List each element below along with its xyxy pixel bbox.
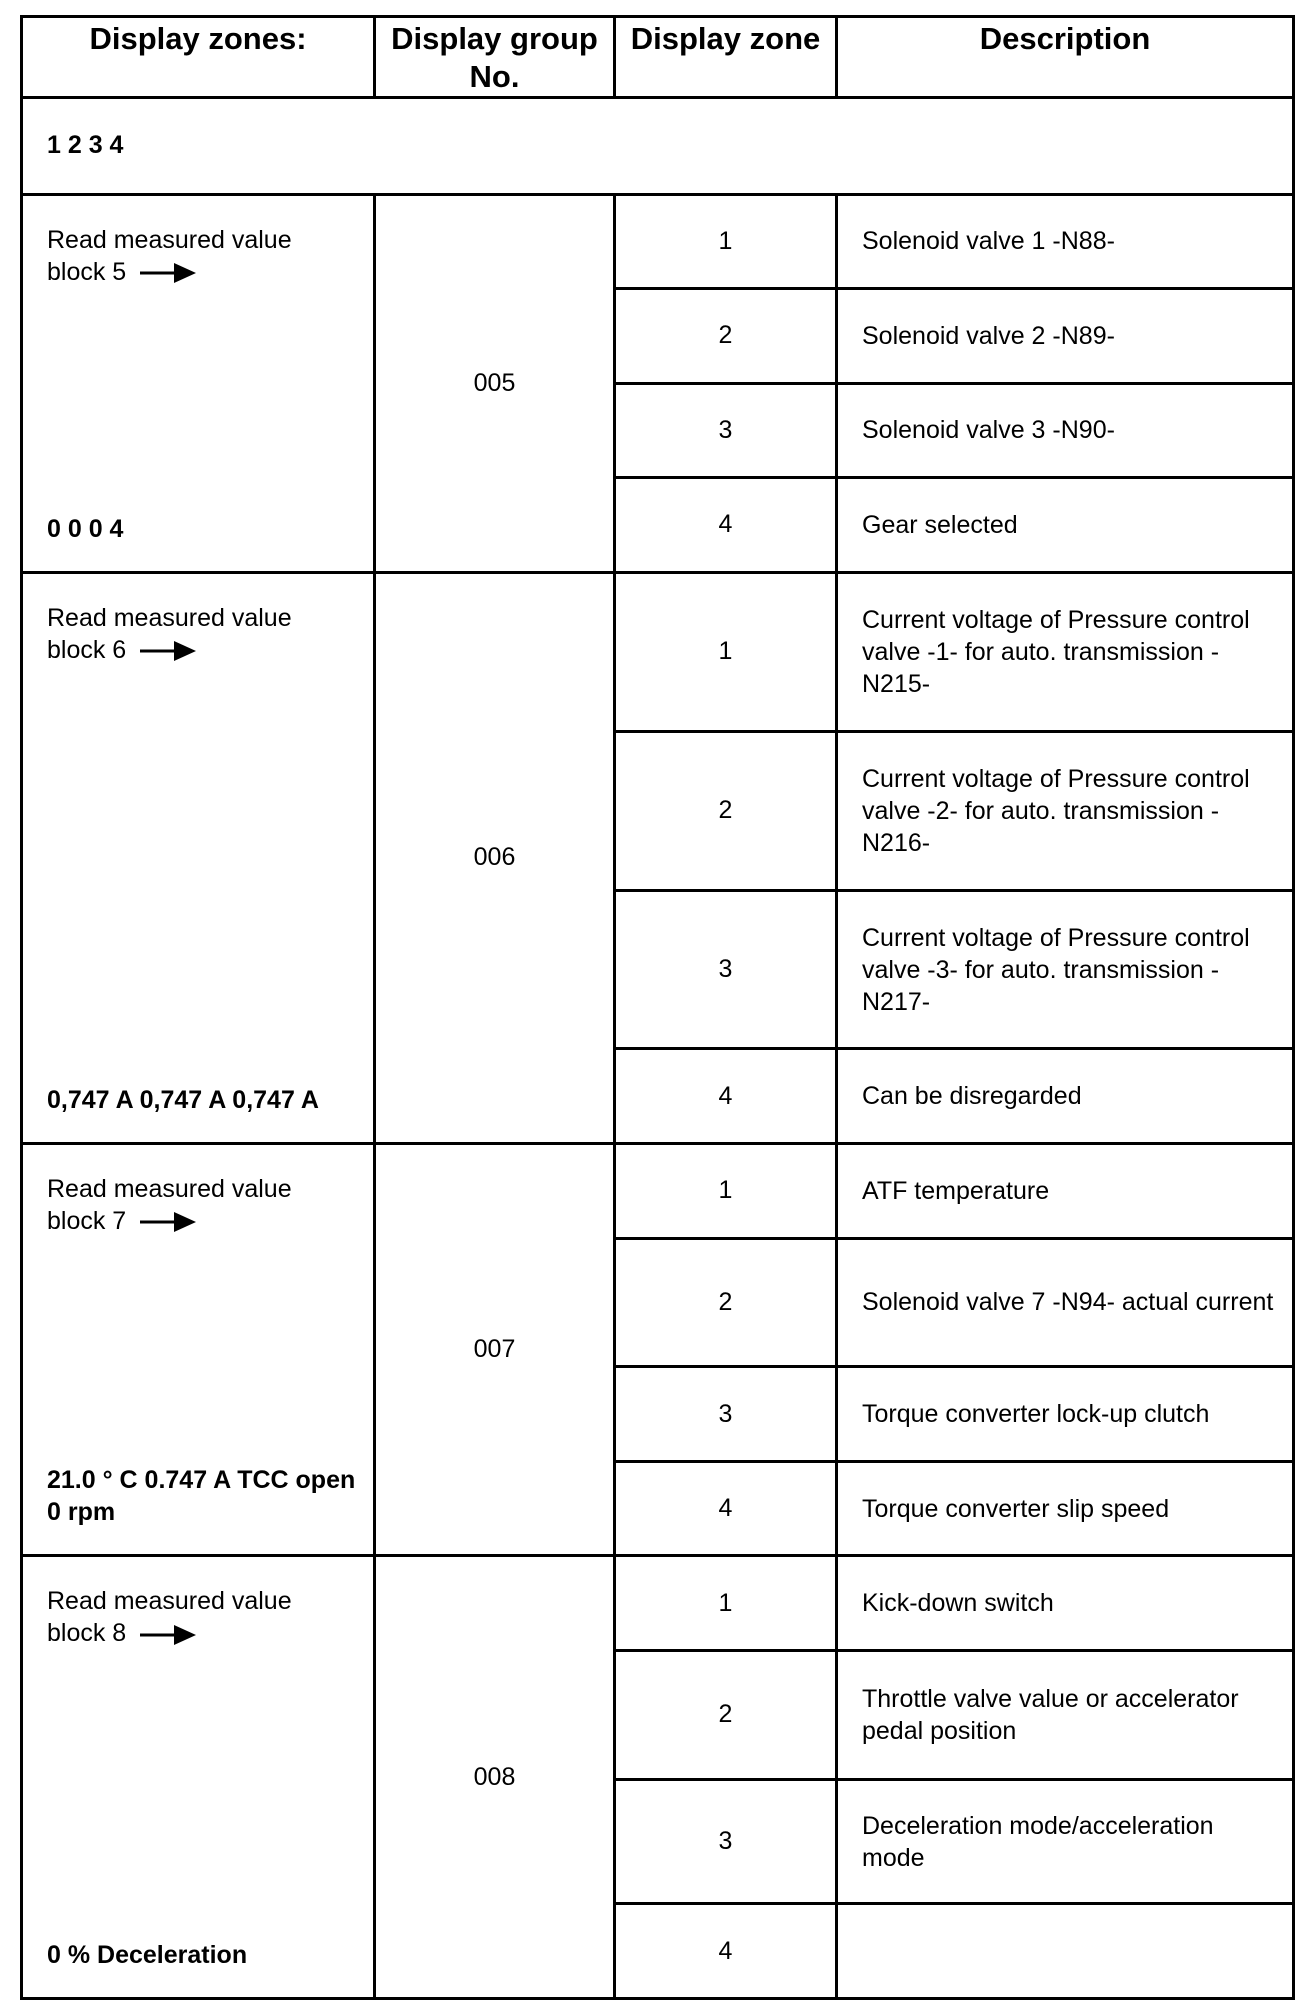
zone-description: Current voltage of Pressure control valve -1- for auto. transmission -N215- [837, 572, 1294, 731]
display-zone-number: 4 [615, 1904, 837, 1999]
header-display-group-no: Display group No. [375, 17, 615, 98]
display-zone-number: 2 [615, 1238, 837, 1367]
block-label-line1: Read measured value [47, 1587, 292, 1616]
block-display-zones-cell [22, 1144, 375, 1556]
header-display-zones: Display zones: [22, 17, 375, 98]
block-label-line2-wrap [47, 1205, 292, 1237]
block-display-zones-cell [22, 1556, 375, 1999]
block-label-line1: Read measured value [47, 603, 292, 632]
right-arrow-icon [140, 262, 196, 284]
zones-row [22, 98, 1294, 195]
measured-value-reading: 0,747 A 0,747 A 0,747 A [47, 1086, 319, 1114]
display-zone-number: 2 [615, 289, 837, 384]
right-arrow-icon [140, 1624, 196, 1646]
display-zone-number: 4 [615, 1049, 837, 1144]
block-label-line2: block 8 [47, 1619, 127, 1648]
display-zone-number: 4 [615, 1461, 837, 1556]
block-label [47, 602, 292, 666]
block-display-zones-cell [22, 194, 375, 572]
block-label [47, 1585, 292, 1649]
block-label-line2-wrap [47, 1617, 292, 1649]
block-label-line1: Read measured value [47, 225, 292, 254]
zones-numbers: 1 2 3 4 [22, 98, 1294, 195]
display-group-number: 005 [375, 194, 615, 572]
right-arrow-icon [140, 640, 196, 662]
block-cell-wrap [23, 1145, 373, 1554]
block-label-line1: Read measured value [47, 1175, 292, 1203]
measured-value-reading: 0 % Deceleration [47, 1941, 248, 1969]
header-display-zone: Display zone [615, 17, 837, 98]
display-zone-number: 1 [615, 1144, 837, 1239]
block-label-line2: block 5 [47, 257, 127, 286]
zone-description: Solenoid valve 1 -N88- [837, 194, 1294, 289]
zone-description: Solenoid valve 3 -N90- [837, 383, 1294, 478]
block-cell-wrap [23, 196, 373, 571]
zone-description: Gear selected [837, 478, 1294, 573]
display-zone-number: 1 [615, 194, 837, 289]
display-zone-number: 3 [615, 1367, 837, 1462]
zone-description: Torque converter lock-up clutch [837, 1367, 1294, 1462]
zone-description: Can be disregarded [837, 1049, 1294, 1144]
block-cell-wrap [23, 574, 373, 1142]
table-row [22, 572, 1294, 731]
block-label [47, 224, 292, 288]
block-display-zones-cell [22, 572, 375, 1143]
display-zone-number: 3 [615, 890, 837, 1049]
display-zone-number: 1 [615, 1556, 837, 1651]
display-zone-number: 4 [615, 478, 837, 573]
table-row [22, 1144, 1294, 1239]
measured-value-reading: 21.0 ° C 0.747 A TCC open 0 rpm [47, 1466, 356, 1527]
zone-description: Current voltage of Pressure control valve -3- for auto. transmission -N217- [837, 890, 1294, 1049]
right-arrow-icon [140, 1211, 196, 1233]
zone-description: ATF temperature [837, 1144, 1294, 1239]
zone-description: Solenoid valve 2 -N89- [837, 289, 1294, 384]
table-row [22, 194, 1294, 289]
block-label-line2: block 6 [47, 635, 127, 664]
display-zone-number: 3 [615, 1779, 837, 1904]
display-zone-number: 2 [615, 1650, 837, 1779]
display-group-number: 007 [375, 1144, 615, 1556]
measured-value-reading: 0 0 0 4 [47, 514, 124, 543]
header-description: Description [837, 17, 1294, 98]
display-zones-table [20, 15, 1295, 2000]
display-zone-number: 3 [615, 383, 837, 478]
block-label-line2: block 7 [47, 1207, 127, 1235]
block-label-line2-wrap [47, 634, 292, 666]
zone-description: Current voltage of Pressure control valve -2- for auto. transmission -N216- [837, 731, 1294, 890]
block-label [47, 1173, 292, 1237]
zone-description: Solenoid valve 7 -N94- actual current [837, 1238, 1294, 1367]
display-group-number: 008 [375, 1556, 615, 1999]
block-label-line2-wrap [47, 256, 292, 288]
zone-description: Torque converter slip speed [837, 1461, 1294, 1556]
table-row [22, 1556, 1294, 1651]
zone-description [837, 1904, 1294, 1999]
zone-description: Kick-down switch [837, 1556, 1294, 1651]
display-group-number: 006 [375, 572, 615, 1143]
zone-description: Deceleration mode/acceleration mode [837, 1779, 1294, 1904]
display-zone-number: 2 [615, 731, 837, 890]
display-zone-number: 1 [615, 572, 837, 731]
zone-description: Throttle valve value or accelerator pedal position [837, 1650, 1294, 1779]
header-row [22, 17, 1294, 98]
block-cell-wrap [23, 1557, 373, 1997]
